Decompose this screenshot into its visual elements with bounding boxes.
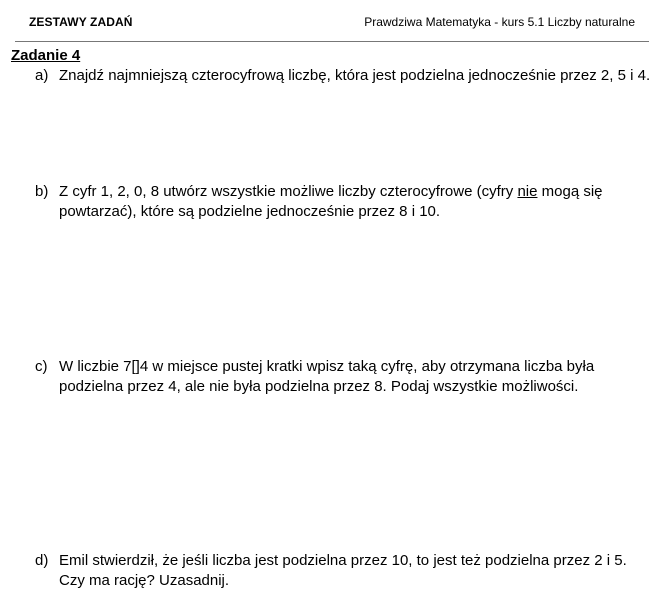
header-divider (15, 41, 649, 42)
item-text: W liczbie 7[]4 w miejsce pustej kratki wpisz taką cyfrę, aby otrzymana liczba była podzielna przez 4, ale nie była podzielna przez 8. Podaj wszystkie możliwości. (59, 358, 595, 395)
task-title: Zadanie 4 (11, 47, 81, 64)
item-text: Emil stwierdził, że jeśli liczba jest podzielna przez 10, to jest też podzielna przez 2 i 5. Czy ma rację? Uzasadnij. (59, 552, 627, 589)
item-letter: b) (35, 183, 49, 200)
header-left-title: ZESTAWY ZADAŃ (29, 15, 133, 29)
item-letter: a) (35, 67, 49, 84)
item-letter: c) (35, 358, 48, 375)
item-text-part: Z cyfr 1, 2, 0, 8 utwórz wszystkie możliwe liczby czterocyfrowe (cyfry (59, 183, 518, 200)
underlined-word: nie (517, 183, 538, 200)
item-letter: d) (35, 552, 49, 569)
item-text-part: mogą się powtarzać), które są podzielne jednocześnie przez 8 i 10. (59, 183, 603, 220)
item-text (59, 182, 651, 221)
item-text: Znajdź najmniejszą czterocyfrową liczbę, która jest podzielna jednocześnie przez 2, 5 i 4. (59, 67, 651, 84)
header-right-course: Prawdziwa Matematyka - kurs 5.1 Liczby naturalne (364, 15, 635, 29)
